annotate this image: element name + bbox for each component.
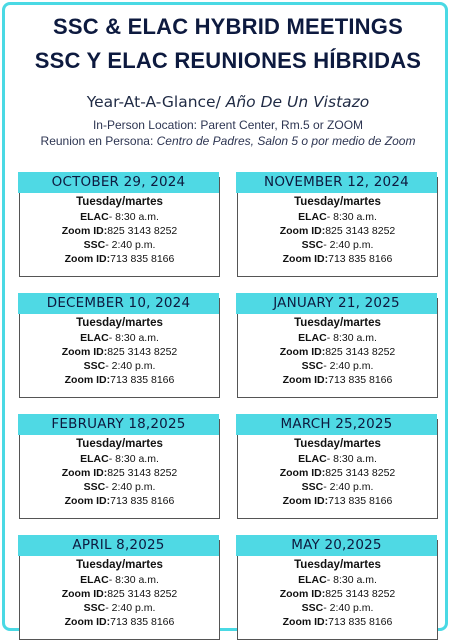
year-at-a-glance-english: Year-At-A-Glance/ [86, 93, 221, 111]
zoom-id-label: Zoom ID: [279, 346, 326, 358]
meeting-date: DECEMBER 10, 2024 [18, 293, 219, 314]
meeting-details [238, 195, 437, 266]
meeting-day: Tuesday/martes [76, 196, 163, 208]
ssc-zoom-id: 713 835 8166 [110, 253, 175, 265]
elac-time: - 8:30 a.m. [108, 332, 159, 344]
elac-label: ELAC [298, 332, 327, 344]
ssc-time-row [20, 359, 219, 373]
ssc-time: - 2:40 p.m. [323, 602, 374, 614]
elac-time: - 8:30 a.m. [326, 332, 377, 344]
meeting-date: JANUARY 21, 2025 [236, 293, 437, 314]
meeting-day: Tuesday/martes [294, 196, 381, 208]
zoom-id-label: Zoom ID: [64, 374, 111, 386]
zoom-id-label: Zoom ID: [64, 253, 111, 265]
ssc-zoom-row [20, 615, 219, 629]
elac-time: - 8:30 a.m. [108, 453, 159, 465]
zoom-id-label: Zoom ID: [61, 588, 108, 600]
elac-label: ELAC [80, 211, 109, 223]
ssc-label: SSC [301, 239, 324, 251]
ssc-zoom-id: 713 835 8166 [328, 616, 393, 628]
meeting-details [238, 558, 437, 629]
ssc-zoom-id: 713 835 8166 [328, 374, 393, 386]
elac-time-row [20, 452, 219, 466]
elac-zoom-row [20, 224, 219, 238]
title-spanish: SSC Y ELAC REUNIONES HÍBRIDAS [34, 48, 422, 73]
elac-zoom-row [238, 345, 437, 359]
ssc-zoom-row [20, 494, 219, 508]
ssc-time: - 2:40 p.m. [105, 602, 156, 614]
meeting-day: Tuesday/martes [294, 317, 381, 329]
ssc-time: - 2:40 p.m. [323, 239, 374, 251]
elac-time: - 8:30 a.m. [326, 211, 377, 223]
meeting-day: Tuesday/martes [294, 559, 381, 571]
ssc-label: SSC [83, 481, 106, 493]
elac-label: ELAC [298, 453, 327, 465]
zoom-id-label: Zoom ID: [282, 616, 329, 628]
year-at-a-glance [5, 93, 450, 111]
zoom-id-label: Zoom ID: [279, 225, 326, 237]
zoom-id-label: Zoom ID: [282, 374, 329, 386]
zoom-id-label: Zoom ID: [64, 495, 111, 507]
meeting-day: Tuesday/martes [76, 317, 163, 329]
reunion-label: Reunion en Persona: [40, 134, 154, 148]
ssc-zoom-id: 713 835 8166 [328, 495, 393, 507]
ssc-time: - 2:40 p.m. [323, 360, 374, 372]
elac-time-row [238, 331, 437, 345]
ssc-zoom-row [238, 494, 437, 508]
elac-zoom-id: 825 3143 8252 [107, 588, 178, 600]
elac-zoom-row [20, 345, 219, 359]
reunion-value: Centro de Padres, Salon 5 o por medio de Zoom [156, 134, 416, 148]
meeting-date: APRIL 8,2025 [18, 535, 219, 556]
ssc-label: SSC [301, 481, 324, 493]
meeting-details [238, 316, 437, 387]
elac-label: ELAC [298, 211, 327, 223]
meeting-date: FEBRUARY 18,2025 [18, 414, 219, 435]
elac-time: - 8:30 a.m. [108, 211, 159, 223]
flyer-page [2, 2, 448, 631]
elac-time-row [20, 331, 219, 345]
ssc-label: SSC [83, 239, 106, 251]
elac-time: - 8:30 a.m. [326, 574, 377, 586]
elac-label: ELAC [298, 574, 327, 586]
ssc-zoom-row [20, 252, 219, 266]
elac-time-row [238, 573, 437, 587]
meeting-details [20, 558, 219, 629]
ssc-time-row [20, 238, 219, 252]
elac-zoom-row [238, 466, 437, 480]
elac-zoom-row [20, 466, 219, 480]
elac-time: - 8:30 a.m. [326, 453, 377, 465]
elac-zoom-row [20, 587, 219, 601]
ssc-zoom-id: 713 835 8166 [110, 495, 175, 507]
ssc-time: - 2:40 p.m. [105, 360, 156, 372]
zoom-id-label: Zoom ID: [61, 467, 108, 479]
ssc-label: SSC [83, 602, 106, 614]
ssc-zoom-row [238, 615, 437, 629]
ssc-time-row [20, 601, 219, 615]
meeting-date: OCTOBER 29, 2024 [18, 172, 219, 193]
meeting-day: Tuesday/martes [76, 559, 163, 571]
ssc-zoom-id: 713 835 8166 [328, 253, 393, 265]
elac-time-row [20, 573, 219, 587]
elac-zoom-row [238, 224, 437, 238]
meeting-card [19, 416, 220, 519]
meeting-date: NOVEMBER 12, 2024 [236, 172, 437, 193]
elac-label: ELAC [80, 574, 109, 586]
zoom-id-label: Zoom ID: [282, 495, 329, 507]
elac-zoom-id: 825 3143 8252 [325, 225, 396, 237]
ssc-zoom-row [238, 252, 437, 266]
meeting-date: MAY 20,2025 [236, 535, 437, 556]
elac-zoom-id: 825 3143 8252 [107, 225, 178, 237]
meeting-card [237, 295, 438, 398]
zoom-id-label: Zoom ID: [279, 467, 326, 479]
meeting-card [19, 295, 220, 398]
year-at-a-glance-spanish: Año De Un Vistazo [225, 93, 370, 111]
meeting-details [20, 316, 219, 387]
ssc-zoom-row [238, 373, 437, 387]
location-english: In-Person Location: Parent Center, Rm.5 or ZOOM [92, 118, 364, 132]
elac-label: ELAC [80, 332, 109, 344]
elac-zoom-row [238, 587, 437, 601]
zoom-id-label: Zoom ID: [279, 588, 326, 600]
zoom-id-label: Zoom ID: [61, 225, 108, 237]
meeting-card [237, 537, 438, 640]
meeting-card [19, 174, 220, 277]
elac-time-row [238, 452, 437, 466]
ssc-time-row [238, 238, 437, 252]
ssc-label: SSC [301, 602, 324, 614]
meeting-card [19, 537, 220, 640]
zoom-id-label: Zoom ID: [282, 253, 329, 265]
zoom-id-label: Zoom ID: [64, 616, 111, 628]
meeting-details [238, 437, 437, 508]
ssc-label: SSC [301, 360, 324, 372]
meeting-details [20, 437, 219, 508]
ssc-time: - 2:40 p.m. [323, 481, 374, 493]
zoom-id-label: Zoom ID: [61, 346, 108, 358]
elac-zoom-id: 825 3143 8252 [107, 467, 178, 479]
meeting-card [237, 174, 438, 277]
ssc-zoom-id: 713 835 8166 [110, 374, 175, 386]
meeting-day: Tuesday/martes [294, 438, 381, 450]
elac-zoom-id: 825 3143 8252 [107, 346, 178, 358]
elac-time-row [238, 210, 437, 224]
ssc-time-row [238, 359, 437, 373]
meeting-date: MARCH 25,2025 [236, 414, 437, 435]
elac-label: ELAC [80, 453, 109, 465]
elac-time-row [20, 210, 219, 224]
ssc-time-row [20, 480, 219, 494]
title-english: SSC & ELAC HYBRID MEETINGS [53, 14, 403, 39]
ssc-zoom-row [20, 373, 219, 387]
elac-zoom-id: 825 3143 8252 [325, 346, 396, 358]
meeting-details [20, 195, 219, 266]
ssc-time-row [238, 601, 437, 615]
meeting-day: Tuesday/martes [76, 438, 163, 450]
ssc-time-row [238, 480, 437, 494]
ssc-zoom-id: 713 835 8166 [110, 616, 175, 628]
elac-zoom-id: 825 3143 8252 [325, 588, 396, 600]
ssc-label: SSC [83, 360, 106, 372]
ssc-time: - 2:40 p.m. [105, 239, 156, 251]
elac-zoom-id: 825 3143 8252 [325, 467, 396, 479]
meeting-card [237, 416, 438, 519]
location-spanish [5, 134, 450, 148]
elac-time: - 8:30 a.m. [108, 574, 159, 586]
ssc-time: - 2:40 p.m. [105, 481, 156, 493]
